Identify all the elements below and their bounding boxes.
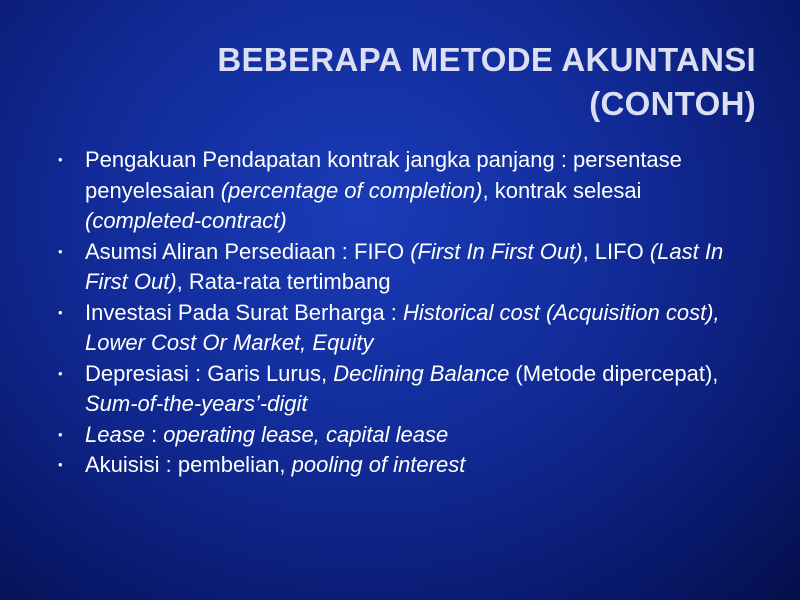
bullet-text-italic: (completed‑contract) <box>85 208 287 233</box>
bullet-list <box>56 145 756 481</box>
bullet-text-italic: Historical cost (Acquisition cost), Lower Cost Or Market, Equity <box>85 299 720 355</box>
bullet-text-italic: (percentage of completion) <box>220 177 483 203</box>
bullet-item <box>56 298 756 359</box>
bullet-text: Akuisisi : pembelian, <box>85 452 292 477</box>
bullet-dot-icon: • <box>58 243 63 259</box>
bullet-text-italic: Sum‑of‑the‑years’‑digit <box>85 391 308 416</box>
bullet-text: (Metode dipercepat), <box>509 360 719 386</box>
bullet-text-italic: operating lease, capital lease <box>163 421 449 447</box>
bullet-text: Depresiasi : Garis Lurus, <box>85 360 334 386</box>
slide-title-line-1: BEBERAPA METODE AKUNTANSI <box>217 41 756 78</box>
bullet-dot-icon: • <box>58 365 63 381</box>
bullet-dot-icon: • <box>58 304 63 320</box>
bullet-text: , Rata‑rata tertimbang <box>176 269 391 294</box>
bullet-text: Investasi Pada Surat Berharga : <box>85 299 403 325</box>
bullet-item <box>56 145 756 237</box>
bullet-text-italic: Declining Balance <box>333 360 510 386</box>
bullet-text: : <box>144 421 164 447</box>
bullet-text: Pengakuan Pendapatan kontrak jangka panjang : persentase penyelesaian <box>85 147 682 203</box>
bullet-dot-icon: • <box>58 457 63 472</box>
bullet-text-italic: Lease <box>85 421 145 447</box>
bullet-text: , LIFO <box>582 238 650 264</box>
bullet-text-italic: (Last In First Out) <box>85 238 724 294</box>
bullet-item <box>56 420 756 451</box>
bullet-text-italic: pooling of interest <box>291 452 466 477</box>
bullet-text: Asumsi Aliran Persediaan : FIFO <box>85 238 411 264</box>
bullet-item <box>56 450 756 481</box>
slide-title-line-2: (CONTOH) <box>589 85 756 122</box>
bullet-dot-icon: • <box>58 152 63 167</box>
bullet-text: , kontrak selesai <box>482 177 642 203</box>
bullet-item <box>56 359 756 420</box>
bullet-text-italic: (First In First Out) <box>410 238 583 264</box>
slide-title <box>116 38 756 126</box>
bullet-item <box>56 237 756 298</box>
bullet-dot-icon: • <box>58 426 63 442</box>
